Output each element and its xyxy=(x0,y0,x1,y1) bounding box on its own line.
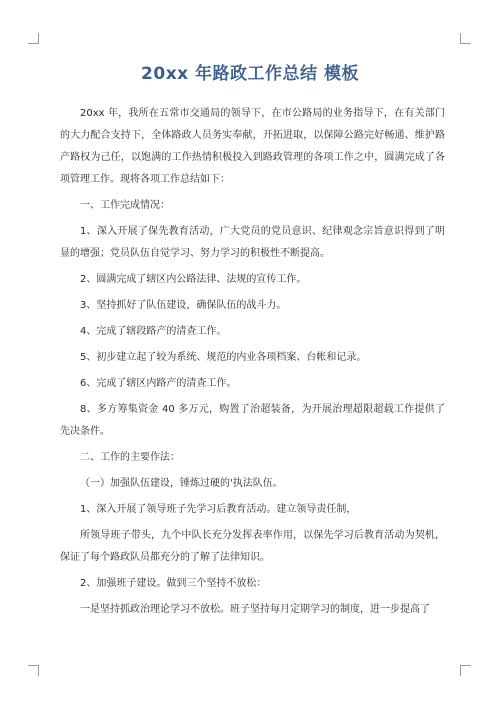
paragraph: 3、坚持抓好了队伍建设，确保队伍的战斗力。 xyxy=(80,300,287,311)
paragraph: 一是坚持抓政治理论学习不放松。班子坚持每月定期学习的制度，进一步提高了 xyxy=(80,604,430,615)
paragraph: 2、加强班子建设。做到三个坚持不放松： xyxy=(80,578,267,589)
paragraph-intro: 20xx 年，我所在五常市交通局的领导下，在市公路局的业务指导下，在有关部门的大力配合支持下，全体路政人员务实奉献，开拓进取，以保障公路完好畅通、维护路产路权为己任，以饱满的工作热情积极投入到路政管理的各项工作之中，圆满完成了各项管理工作。现将各项工作总结如下： xyxy=(60,108,445,185)
paragraph: 2、圆满完成了辖区内公路法律、法规的宣传工作。 xyxy=(80,274,307,285)
crop-mark-bottom-right xyxy=(460,665,471,676)
crop-mark-top-left xyxy=(28,33,39,44)
paragraph: 6、完成了辖区内路产的清查工作。 xyxy=(80,378,237,389)
document-body xyxy=(60,103,445,625)
sub-heading: （一）加强队伍建设，锤炼过硬的'执法队伍。 xyxy=(80,478,283,489)
crop-mark-top-right xyxy=(460,33,471,44)
section-heading-2: 二、工作的主要作法： xyxy=(80,452,180,463)
paragraph: 1、深入开展了保先教育活动，广大党员的党员意识、纪律观念宗旨意识得到了明显的增强；党员队伍自觉学习、努力学习的积极性不断提高。 xyxy=(60,226,445,259)
paragraph: 1、深入开展了领导班子先学习后教育活动。建立领导责任制， xyxy=(80,504,357,515)
paragraph: 8、多方筹集资金 40 多万元，购置了治超装备，为开展治理超限超载工作提供了先决条件。 xyxy=(60,404,445,437)
crop-mark-bottom-left xyxy=(28,665,39,676)
section-heading-1: 一、工作完成情况： xyxy=(80,200,170,211)
paragraph: 4、完成了辖段路产的清查工作。 xyxy=(80,326,227,337)
paragraph: 所领导班子带头，九个中队长充分发挥表率作用，以保先学习后教育活动为契机，保证了每个路政队员都充分的了解了法律知识。 xyxy=(60,530,445,563)
paragraph: 5、初步建立起了较为系统、规范的内业各项档案、台帐和记录。 xyxy=(80,352,367,363)
document-title: 20xx 年路政工作总结 模板 xyxy=(141,64,359,84)
